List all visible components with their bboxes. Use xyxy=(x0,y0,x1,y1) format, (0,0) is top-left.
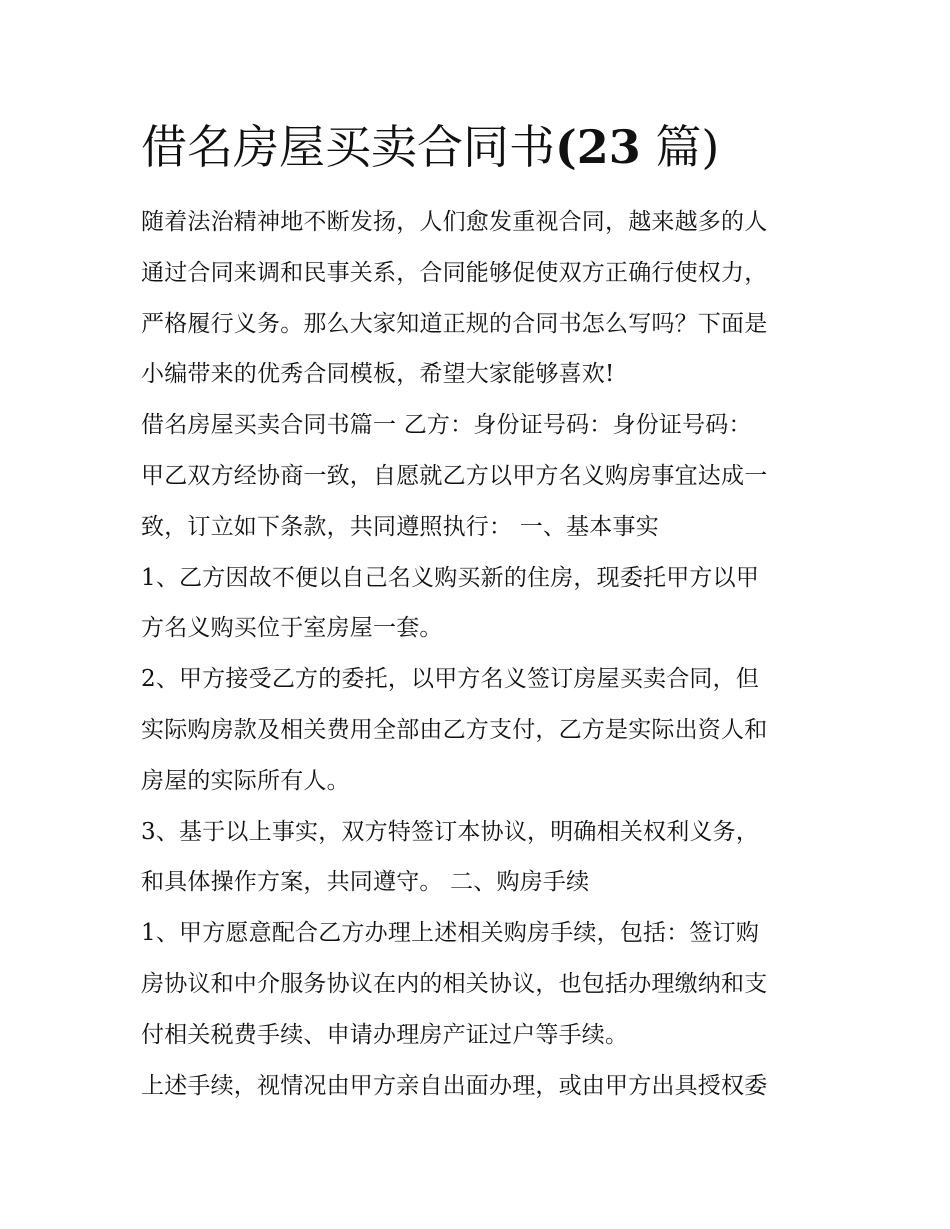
body-line: 1、甲方愿意配合乙方办理上述相关购房手续，包括：签订购 xyxy=(141,920,760,947)
body-line: 借名房屋买卖合同书篇一 乙方：身份证号码：身份证号码： xyxy=(141,412,752,439)
body-line: 随着法治精神地不断发扬，人们愈发重视合同，越来越多的人 xyxy=(141,209,768,235)
body-line: 甲乙双方经协商一致，自愿就乙方以甲方名义购房事宜达成一 xyxy=(141,462,768,489)
title-suffix: 篇) xyxy=(655,120,720,174)
body-line: 房协议和中介服务协议在内的相关协议，也包括办理缴纳和支 xyxy=(141,970,768,997)
body-line: 方名义购买位于室房屋一套。 xyxy=(141,615,443,642)
body-line: 2、甲方接受乙方的委托，以甲方名义签订房屋买卖合同，但 xyxy=(141,666,760,693)
body-line: 小编带来的优秀合同模板，希望大家能够喜欢! xyxy=(141,361,615,388)
body-line: 和具体操作方案，共同遵守。 二、购房手续 xyxy=(141,869,590,896)
document-title xyxy=(141,114,719,180)
title-main: 借名房屋买卖合同书 xyxy=(141,120,555,174)
body-line: 通过合同来调和民事关系，合同能够促使双方正确行使权力， xyxy=(141,259,768,286)
body-line: 实际购房款及相关费用全部由乙方支付，乙方是实际出资人和 xyxy=(141,716,768,743)
body-line: 付相关税费手续、申请办理房产证过户等手续。 xyxy=(141,1021,629,1048)
document-body xyxy=(141,197,831,1111)
body-line: 3、基于以上事实，双方特签订本协议，明确相关权利义务， xyxy=(141,818,760,845)
body-line: 1、乙方因故不便以自己名义购买新的住房，现委托甲方以甲 xyxy=(141,564,760,591)
body-line: 上述手续，视情况由甲方亲自出面办理，或由甲方出具授权委 xyxy=(141,1072,768,1099)
body-line: 严格履行义务。那么大家知道正规的合同书怎么写吗？下面是 xyxy=(141,310,768,337)
title-count: (23 xyxy=(555,120,641,174)
title-space xyxy=(641,120,656,174)
body-line: 致，订立如下条款，共同遵照执行： 一、基本事实 xyxy=(141,513,659,540)
body-line: 房屋的实际所有人。 xyxy=(141,767,350,794)
